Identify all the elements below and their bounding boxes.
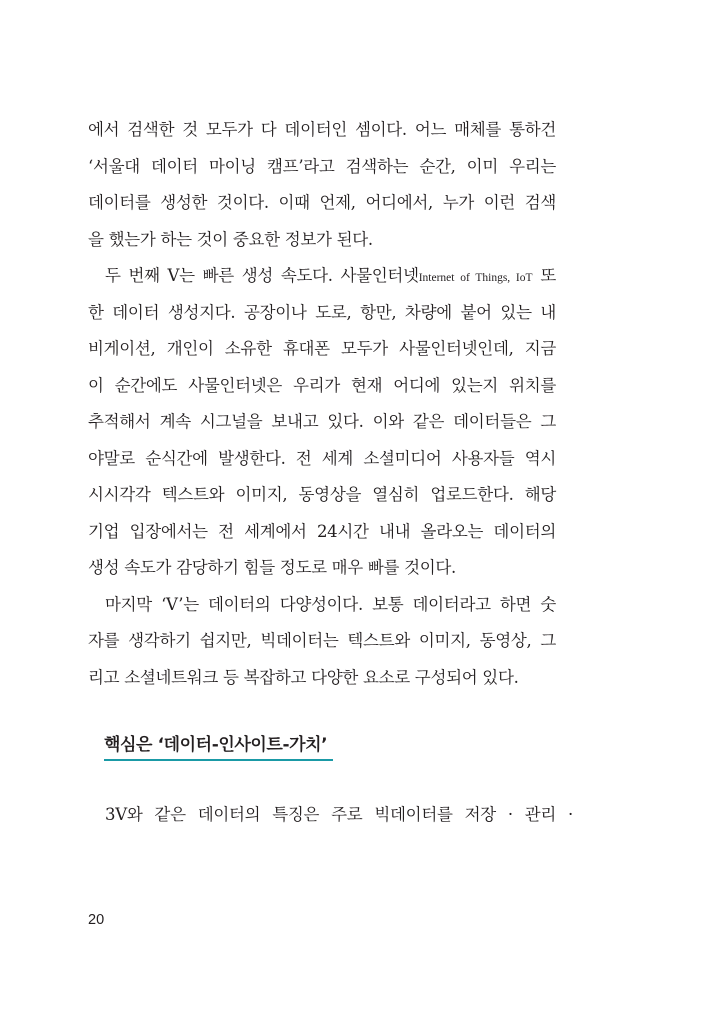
text-line: 리고 소셜네트워크 등 복잡하고 다양한 요소로 구성되어 있다.	[88, 667, 519, 687]
text-line: 비게이션, 개인이 소유한 휴대폰 모두가 사물인터넷인데, 지금	[88, 339, 556, 358]
text-line: 생성 속도가 감당하기 힘들 정도로 매우 빠를 것이다.	[88, 558, 456, 577]
text-line: 마지막 ‘V’는 데이터의 다양성이다. 보통 데이터라고 하면 숫	[105, 594, 556, 614]
text-line: ‘서울대 데이터 마이닝 캠프’라고 검색하는 순간, 이미 우리는	[88, 156, 556, 176]
text-line: 기업 입장에서는 전 세계에서 24시간 내내 올라오는 데이터의	[88, 521, 556, 541]
section-heading: 핵심은 ‘데이터-인사이트-가치’	[104, 735, 328, 755]
text-line: 시시각각 텍스트와 이미지, 동영상을 열심히 업로드한다. 해당	[88, 485, 556, 504]
text-line: 야말로 순식간에 발생한다. 전 세계 소셜미디어 사용자들 역시	[88, 448, 556, 468]
page-number: 20	[88, 912, 105, 928]
text-line: 한 데이터 생성지다. 공장이나 도로, 항만, 차량에 붙어 있는 내	[88, 302, 556, 322]
text-segment: 또	[532, 266, 556, 285]
text-line: 자를 생각하기 쉽지만, 빅데이터는 텍스트와 이미지, 동영상, 그	[88, 631, 556, 650]
paragraph-2-first-line	[88, 258, 556, 295]
body-text	[88, 112, 556, 696]
section-first-line: 3V와 같은 데이터의 특징은 주로 빅데이터를 저장 · 관리 ·	[105, 805, 573, 824]
text-line: 추적해서 계속 시그널을 보내고 있다. 이와 같은 데이터들은 그	[88, 412, 556, 431]
heading-underline	[104, 759, 333, 761]
text-line: 에서 검색한 것 모두가 다 데이터인 셈이다. 어느 매체를 통하건	[88, 120, 556, 139]
text-line: 데이터를 생성한 것이다. 이때 언제, 어디에서, 누가 이런 검색	[88, 193, 556, 212]
text-line: 이 순간에도 사물인터넷은 우리가 현재 어디에 있는지 위치를	[88, 375, 556, 395]
text-segment: 두 번째 V는 빠른 생성 속도다. 사물인터넷	[105, 266, 419, 285]
inline-english-note: Internet of Things, IoT	[418, 272, 533, 284]
text-line: 을 했는가 하는 것이 중요한 정보가 된다.	[88, 229, 373, 249]
